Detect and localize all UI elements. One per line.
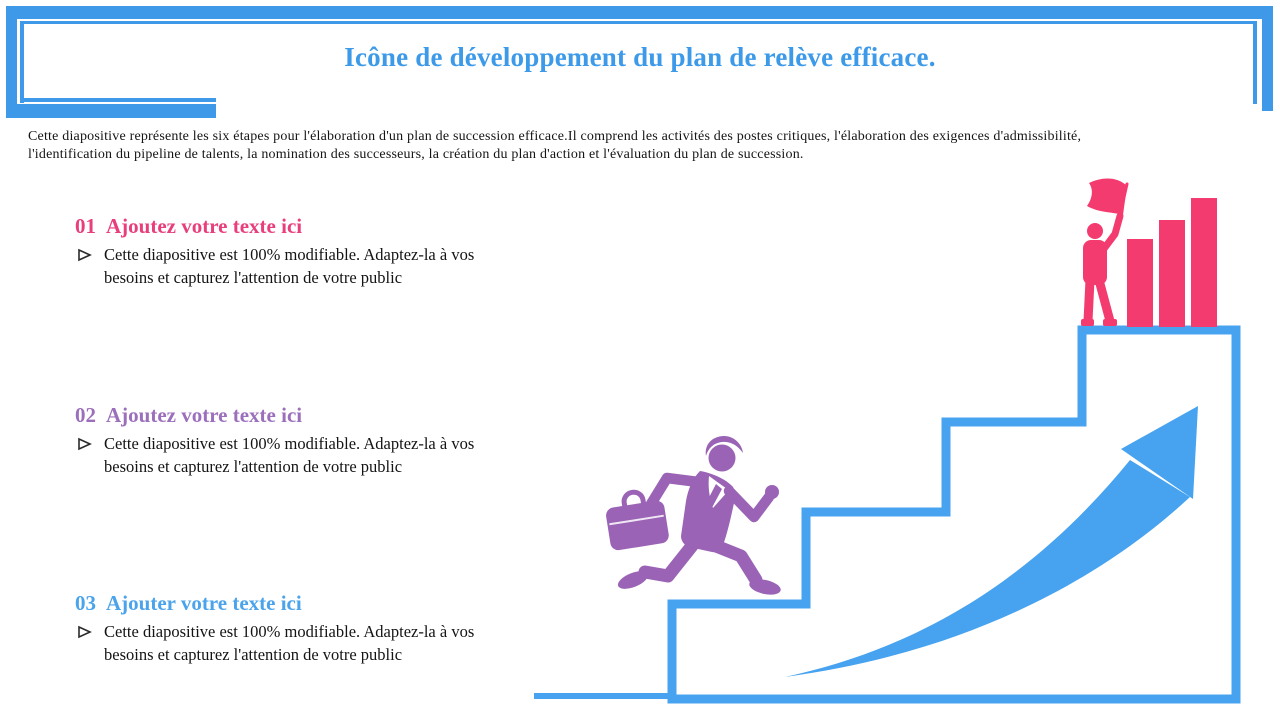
section-heading — [75, 591, 474, 615]
slide-title: Icône de développement du plan de relève efficace. — [344, 42, 936, 72]
section-heading — [75, 214, 474, 238]
bullet-item — [75, 243, 474, 289]
section-number: 01 — [75, 214, 96, 238]
chart-bar — [1127, 239, 1153, 327]
bullet-line: Cette diapositive est 100% modifiable. Adaptez-la à vos — [104, 434, 475, 453]
person-with-flag-icon — [1081, 178, 1127, 326]
frame-bottom-left-thick — [6, 104, 216, 118]
bar-chart-icon — [1127, 198, 1217, 327]
bullet-arrow-icon — [77, 625, 92, 639]
bullet-line: Cette diapositive est 100% modifiable. Adaptez-la à vos — [104, 245, 475, 264]
bullet-text — [104, 243, 474, 289]
chart-bar — [1159, 220, 1185, 327]
frame-bottom-left-thin — [20, 98, 216, 102]
bullet-item — [75, 620, 474, 666]
section-number: 03 — [75, 591, 96, 615]
bullet-text — [104, 432, 474, 478]
bullet-line: besoins et capturez l'attention de votre public — [104, 645, 403, 664]
chart-bar — [1191, 198, 1217, 327]
bullet-item — [75, 432, 474, 478]
section-heading-text: Ajoutez votre texte ici — [106, 214, 303, 238]
bullet-line: besoins et capturez l'attention de votre public — [104, 457, 403, 476]
section-03 — [75, 591, 474, 666]
section-02 — [75, 403, 474, 478]
flag-icon — [1087, 178, 1127, 215]
bullet-text — [104, 620, 474, 666]
description-line: Cette diapositive représente les six étapes pour l'élaboration d'un plan de succession efficace.Il comprend les activités des postes critiques, l'élaboration des exigences d'admissibilité, — [28, 129, 1082, 144]
slide-description — [28, 128, 1081, 163]
bullet-arrow-icon — [77, 248, 92, 262]
section-number: 02 — [75, 403, 96, 427]
bullet-arrow-icon — [77, 437, 92, 451]
frame-top-bar — [6, 6, 1273, 19]
section-heading — [75, 403, 474, 427]
bullet-line: besoins et capturez l'attention de votre public — [104, 268, 403, 287]
frame-top-inner-line — [22, 21, 1257, 24]
description-line: l'identification du pipeline de talents, la nomination des successeurs, la création du plan d'action et l'évaluation du plan de succession. — [28, 146, 804, 162]
section-heading-text: Ajouter votre texte ici — [106, 591, 302, 615]
bullet-line: Cette diapositive est 100% modifiable. Adaptez-la à vos — [104, 622, 475, 641]
running-businessman-icon — [603, 436, 782, 597]
section-01 — [75, 214, 474, 289]
section-heading-text: Ajoutez votre texte ici — [106, 403, 303, 427]
